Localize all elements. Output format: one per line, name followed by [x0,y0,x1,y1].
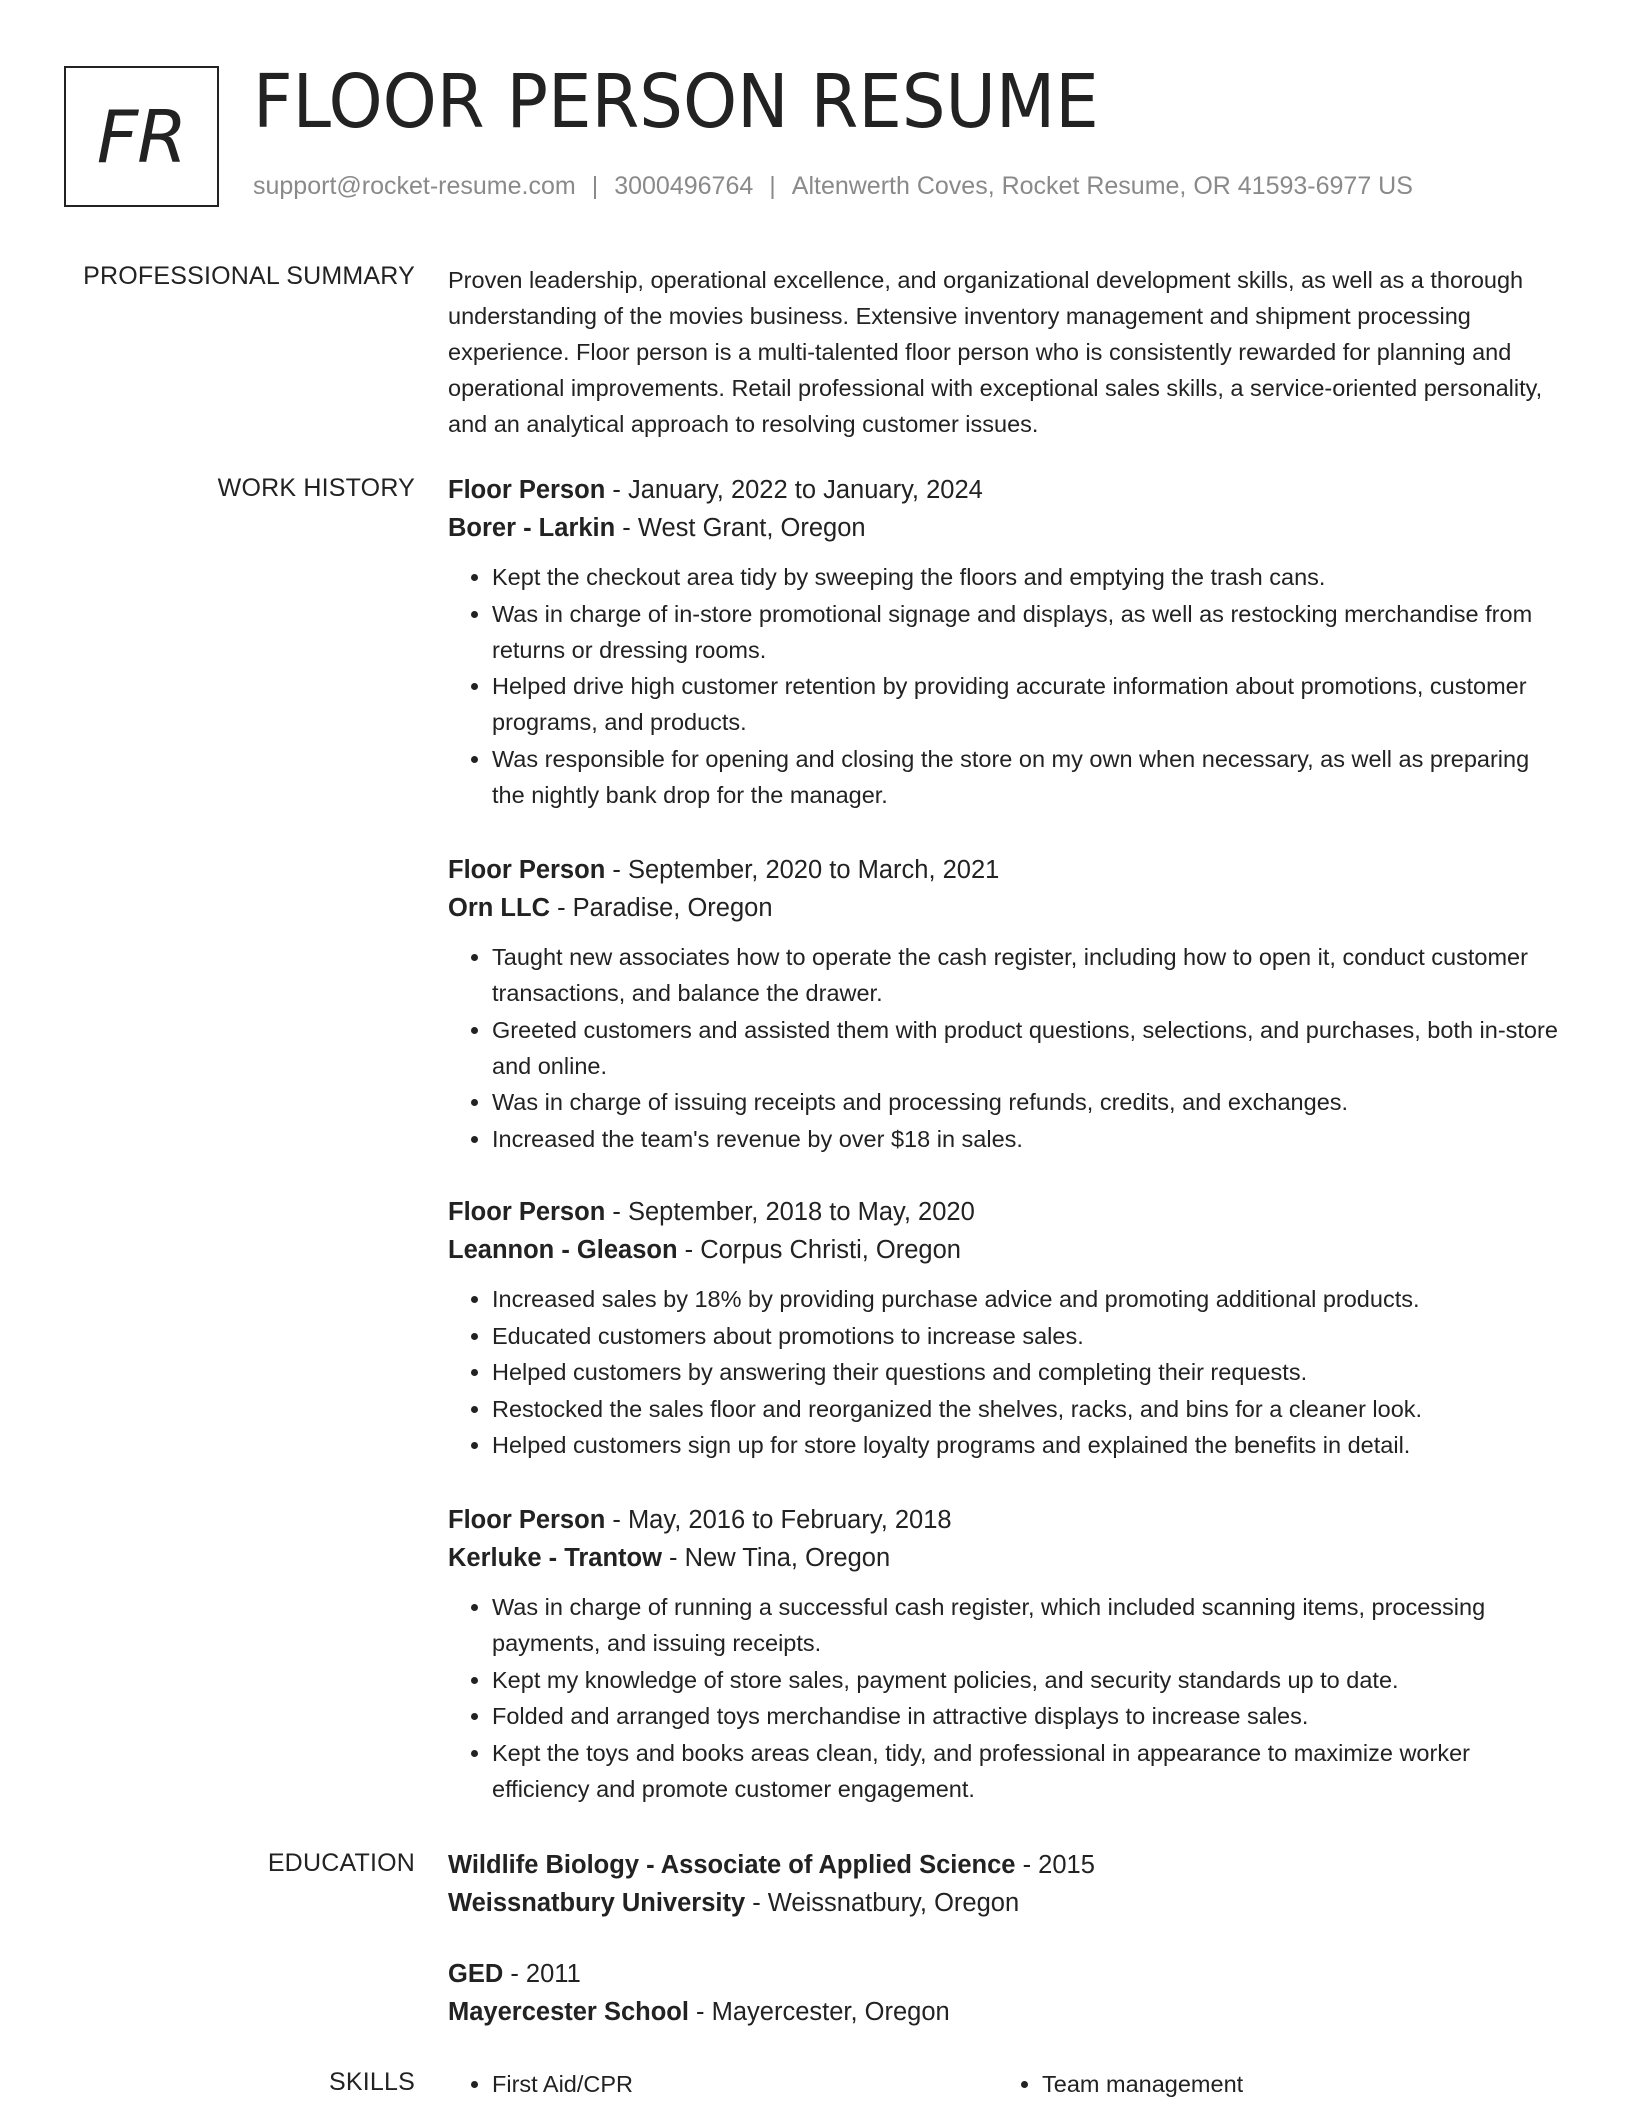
job-company-line [448,509,1568,547]
job-dates: - September, 2020 to March, 2021 [605,856,1000,884]
job-entry [448,1193,1568,1464]
job-company: Kerluke - Trantow [448,1544,662,1572]
contact-line [253,172,1413,201]
job-location: - West Grant, Oregon [615,514,866,542]
job-bullets [448,559,1568,813]
education-year: - 2015 [1015,1851,1095,1879]
job-bullet: • Was in charge of in-store promotional signage and displays, as well as restocking merchandise from returns or dressing rooms. [492,596,1568,668]
contact-address: Altenwerth Coves, Rocket Resume, OR 41593-6977 US [791,172,1413,200]
contact-email: support@rocket-resume.com [253,172,576,200]
job-bullet: • Helped customers by answering their questions and completing their requests. [492,1354,1568,1390]
contact-separator: | [591,172,599,200]
education-school-line [448,1993,1568,2031]
skills-column-left [448,2066,998,2102]
job-bullet: • Kept the toys and books areas clean, tidy, and professional in appearance to maximize worker efficiency and promote customer engagement. [492,1735,1568,1807]
job-title: Floor Person [448,856,606,884]
job-entry [448,471,1568,813]
job-bullet: • Helped customers sign up for store loyalty programs and explained the benefits in detail. [492,1427,1568,1463]
job-bullet: • Was in charge of running a successful cash register, which included scanning items, processing payments, and issuing receipts. [492,1589,1568,1661]
job-location: - New Tina, Oregon [661,1544,891,1572]
education-degree-line [448,1846,1568,1884]
job-dates: - January, 2022 to January, 2024 [605,476,983,504]
job-bullets [448,939,1568,1157]
job-company: Borer - Larkin [448,514,616,542]
job-bullet: • Was responsible for opening and closing the store on my own when necessary, as well as preparing the nightly bank drop for the manager. [492,741,1568,813]
job-bullet: • Helped drive high customer retention by providing accurate information about promotions, customer programs, and products. [492,668,1568,740]
job-title-line [448,851,1568,889]
job-company: Leannon - Gleason [448,1236,678,1264]
skills-column-right [998,2066,1548,2102]
education-degree: GED [448,1960,504,1988]
job-company-line [448,1539,1568,1577]
job-bullet: • Kept the checkout area tidy by sweeping the floors and emptying the trash cans. [492,559,1568,595]
job-entry [448,1501,1568,1807]
section-heading: PROFESSIONAL SUMMARY [83,262,415,290]
education-degree-line [448,1955,1568,1993]
job-title-line [448,1501,1568,1539]
job-company-line [448,1231,1568,1269]
education-school: Weissnatbury University [448,1889,746,1917]
job-title-line [448,1193,1568,1231]
job-bullet: • Increased the team's revenue by over $18 in sales. [492,1121,1568,1157]
job-bullet: • Taught new associates how to operate the cash register, including how to open it, conduct customer transactions, and balance the drawer. [492,939,1568,1011]
job-title-line [448,471,1568,509]
skill-item: • Team management [1042,2066,1548,2102]
job-company-line [448,889,1568,927]
job-location: - Corpus Christi, Oregon [677,1236,961,1264]
job-bullet: • Increased sales by 18% by providing purchase advice and promoting additional products. [492,1281,1568,1317]
job-location: - Paradise, Oregon [550,894,773,922]
education-year: - 2011 [503,1960,581,1988]
job-entry [448,851,1568,1157]
contact-phone: 3000496764 [614,172,754,200]
skills-list [448,2066,1568,2102]
job-title: Floor Person [448,1198,606,1226]
job-bullet: • Kept my knowledge of store sales, payment policies, and security standards up to date. [492,1662,1568,1698]
education-location: - Mayercester, Oregon [688,1998,950,2026]
education-entry [448,1846,1568,1922]
job-dates: - May, 2016 to February, 2018 [605,1506,952,1534]
education-school: Mayercester School [448,1998,689,2026]
job-company: Orn LLC [448,894,550,922]
job-bullets [448,1589,1568,1807]
summary-text: Proven leadership, operational excellence, and organizational development skills, as well as a thorough understanding of the movies business. Extensive inventory management and shipment processing experience. Floor person is a multi-talented floor person who is consistently rewarded for planning and operational improvements. Retail professional with exceptional sales skills, a service-oriented personality, and an analytical approach to resolving customer issues. [448,267,1543,437]
resume-title: FLOOR PERSON RESUME [253,59,1099,145]
job-title: Floor Person [448,476,606,504]
education-location: - Weissnatbury, Oregon [745,1889,1020,1917]
skill-item: • First Aid/CPR [492,2066,998,2102]
section-heading: SKILLS [329,2068,415,2096]
job-bullet: • Restocked the sales floor and reorganized the shelves, racks, and bins for a cleaner look. [492,1391,1568,1427]
job-bullet: • Educated customers about promotions to increase sales. [492,1318,1568,1354]
job-bullet: • Greeted customers and assisted them with product questions, selections, and purchases, both in-store and online. [492,1012,1568,1084]
job-dates: - September, 2018 to May, 2020 [605,1198,975,1226]
section-heading: WORK HISTORY [217,474,415,502]
job-bullets [448,1281,1568,1463]
section-heading: EDUCATION [267,1849,415,1877]
job-bullet: • Folded and arranged toys merchandise in attractive displays to increase sales. [492,1698,1568,1734]
contact-separator: | [769,172,776,200]
monogram-logo: FR [64,66,219,207]
education-entry [448,1955,1568,2031]
education-degree: Wildlife Biology - Associate of Applied Science [448,1851,1016,1879]
job-title: Floor Person [448,1506,606,1534]
education-school-line [448,1884,1568,1922]
job-bullet: • Was in charge of issuing receipts and processing refunds, credits, and exchanges. [492,1084,1568,1120]
